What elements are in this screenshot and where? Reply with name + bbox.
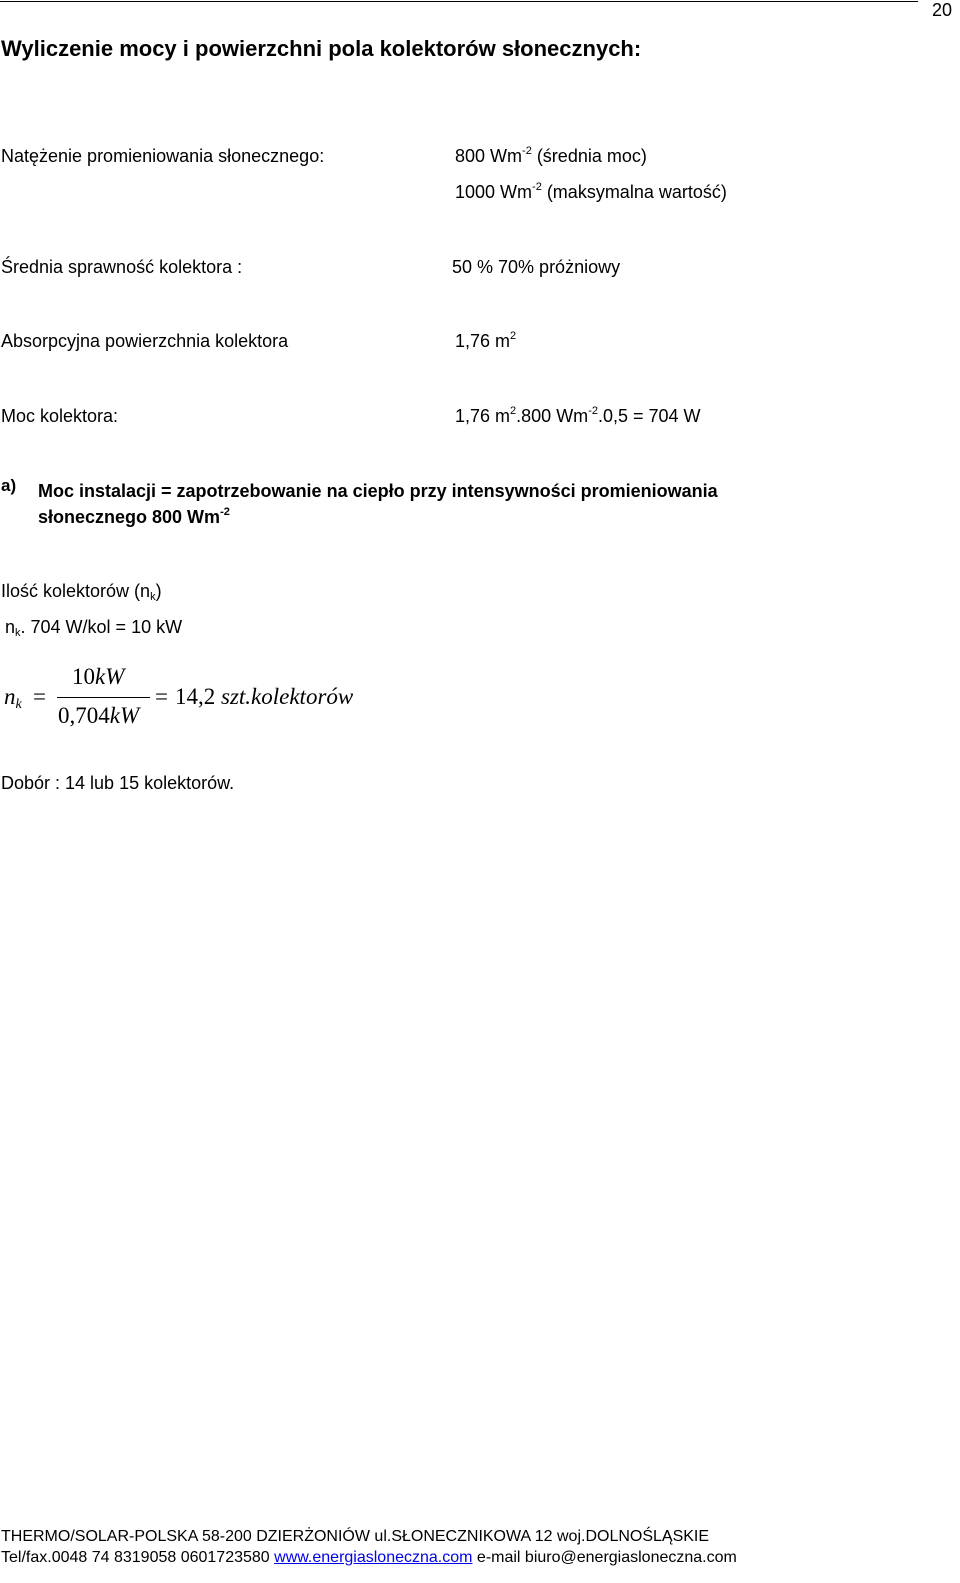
power-irradiance-exponent: -2 <box>588 405 598 417</box>
irradiance-average-exponent: -2 <box>522 145 532 157</box>
section-a-line2 <box>38 507 230 528</box>
header-rule <box>0 1 918 2</box>
formula-equals-1: = <box>33 684 46 709</box>
formula-result-number: 14,2 <box>175 684 216 709</box>
page-number: 20 <box>931 0 952 20</box>
area-exponent: 2 <box>510 330 517 342</box>
section-a-exponent: -2 <box>220 506 230 518</box>
footer-phone: Tel/fax.0048 74 8319058 0601723580 <box>1 1549 275 1566</box>
footer-website-link[interactable]: www.energiasloneczna.com <box>274 1549 473 1566</box>
formula-result-text: szt.kolektorów <box>221 684 354 709</box>
count-label-text: Ilość kolektorów (n <box>1 581 151 601</box>
irradiance-average-number: 800 Wm <box>455 146 523 166</box>
selection-summary: Dobór : 14 lub 15 kolektorów. <box>1 773 235 793</box>
irradiance-max-note: (maksymalna wartość) <box>541 182 727 202</box>
irradiance-value-max <box>455 182 727 203</box>
efficiency-label: Średnia sprawność kolektora : <box>1 257 243 277</box>
irradiance-average-note: (średnia moc) <box>531 146 647 166</box>
power-value <box>455 406 701 427</box>
section-a-line2-text: słonecznego 800 Wm <box>38 507 221 527</box>
section-a-line1: Moc instalacji = zapotrzebowanie na ciepło przy intensywności promieniowania <box>38 481 718 501</box>
irradiance-max-number: 1000 Wm <box>455 182 533 202</box>
footer-address: THERMO/SOLAR-POLSKA 58-200 DZIERŻONIÓW ul.SŁONECZNIKOWA 12 woj.DOLNOŚLĄSKIE <box>1 1528 710 1545</box>
formula-lhs-subscript: k <box>15 697 22 712</box>
power-area-part: 1,76 m <box>455 406 511 426</box>
formula-result <box>175 684 353 710</box>
formula-numerator <box>72 664 124 690</box>
count-equation <box>5 617 182 638</box>
power-label: Moc kolektora: <box>1 406 119 426</box>
count-label-end: ) <box>155 581 162 601</box>
formula-lhs-variable: n <box>4 684 16 709</box>
count-eq-variable: n <box>5 617 16 637</box>
irradiance-value-average <box>455 146 647 167</box>
power-result-part: .0,5 = 704 W <box>597 406 701 426</box>
area-number: 1,76 m <box>455 331 511 351</box>
count-label <box>1 581 162 602</box>
formula-numerator-number: 10 <box>72 664 95 689</box>
formula-equals-2: = <box>155 684 168 709</box>
footer-email: e-mail biuro@energiasloneczna.com <box>472 1549 737 1566</box>
footer-contact <box>1 1549 737 1567</box>
formula-lhs <box>4 684 22 710</box>
formula-numerator-unit: kW <box>95 664 125 689</box>
fraction-line <box>57 697 150 698</box>
count-eq-rest: . 704 W/kol = 10 kW <box>20 617 183 637</box>
formula-denominator-number: 0,704 <box>58 703 110 728</box>
irradiance-max-exponent: -2 <box>532 181 542 193</box>
formula-denominator <box>58 703 139 729</box>
count-label-subscript: k <box>150 591 156 603</box>
area-value <box>455 331 516 352</box>
irradiance-label: Natężenie promieniowania słonecznego: <box>1 146 325 166</box>
page-title: Wyliczenie mocy i powierzchni pola kolektorów słonecznych: <box>1 36 642 61</box>
power-irradiance-part: .800 Wm <box>516 406 589 426</box>
formula-denominator-unit: kW <box>109 703 140 728</box>
section-a-marker: a) <box>1 476 17 495</box>
area-label: Absorpcyjna powierzchnia kolektora <box>1 331 289 351</box>
efficiency-value: 50 % 70% próżniowy <box>452 257 621 277</box>
count-eq-subscript: k <box>15 627 21 639</box>
power-area-exponent: 2 <box>510 405 517 417</box>
